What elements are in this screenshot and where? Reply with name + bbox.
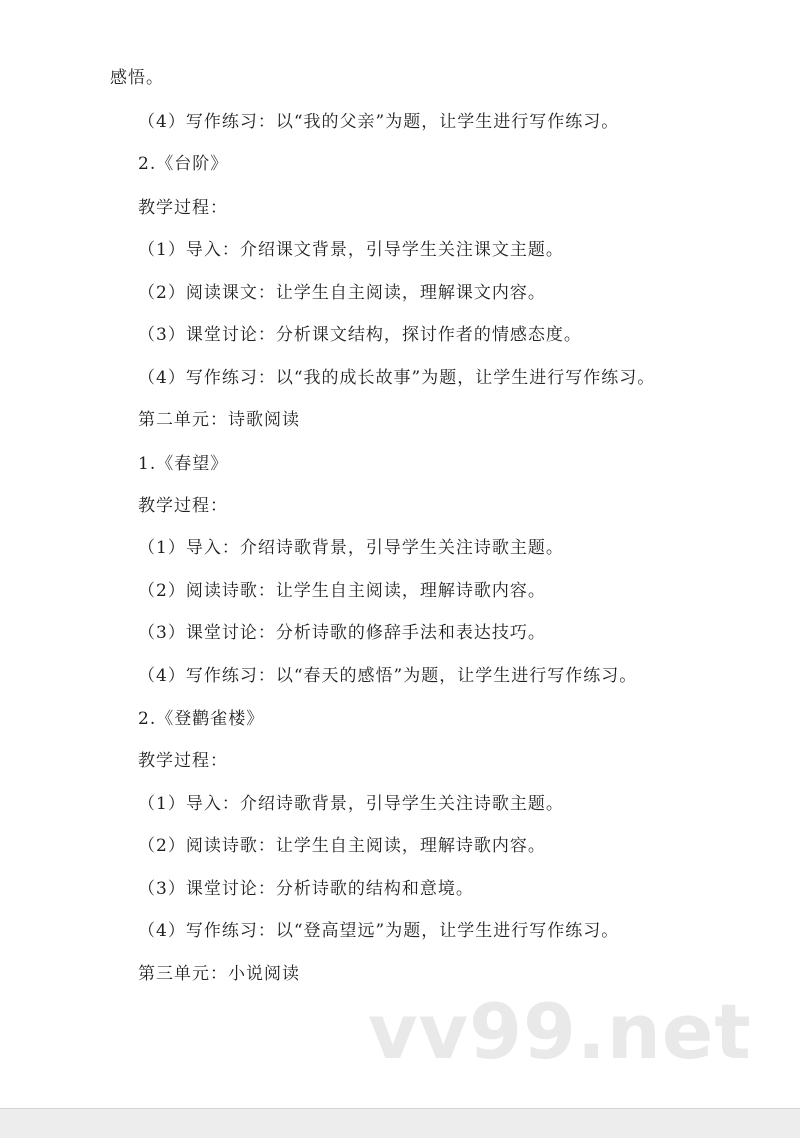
text-line: （1）导入：介绍诗歌背景，引导学生关注诗歌主题。: [138, 794, 564, 814]
section-heading: 第二单元：诗歌阅读: [138, 410, 300, 430]
text-line: 2.《台阶》: [138, 154, 229, 174]
text-line: 感悟。: [110, 68, 164, 88]
text-line: （1）导入：介绍诗歌背景，引导学生关注诗歌主题。: [138, 538, 564, 558]
text-line: 2.《登鹳雀楼》: [138, 709, 265, 729]
text-line: （2）阅读诗歌：让学生自主阅读，理解诗歌内容。: [138, 836, 546, 856]
text-line: 1.《春望》: [138, 454, 229, 474]
text-line: （3）课堂讨论：分析课文结构，探讨作者的情感态度。: [138, 325, 582, 345]
page-bottom-strip: [0, 1108, 800, 1138]
text-line: 教学过程：: [138, 496, 228, 516]
text-line: （4）写作练习：以“春天的感悟”为题，让学生进行写作练习。: [138, 666, 638, 686]
text-line: 教学过程：: [138, 198, 228, 218]
section-heading: 第三单元：小说阅读: [138, 964, 300, 984]
watermark-text: vv99.net: [368, 987, 752, 1076]
text-line: （4）写作练习：以“我的成长故事”为题，让学生进行写作练习。: [138, 368, 656, 388]
text-line: （4）写作练习：以“登高望远”为题，让学生进行写作练习。: [138, 921, 620, 941]
text-line: （2）阅读诗歌：让学生自主阅读，理解诗歌内容。: [138, 581, 546, 601]
text-line: （2）阅读课文：让学生自主阅读，理解课文内容。: [138, 283, 546, 303]
text-line: （3）课堂讨论：分析诗歌的结构和意境。: [138, 879, 474, 899]
text-line: （3）课堂讨论：分析诗歌的修辞手法和表达技巧。: [138, 623, 546, 643]
text-line: （4）写作练习：以“我的父亲”为题，让学生进行写作练习。: [138, 112, 620, 132]
text-line: （1）导入：介绍课文背景，引导学生关注课文主题。: [138, 240, 564, 260]
text-line: 教学过程：: [138, 751, 228, 771]
